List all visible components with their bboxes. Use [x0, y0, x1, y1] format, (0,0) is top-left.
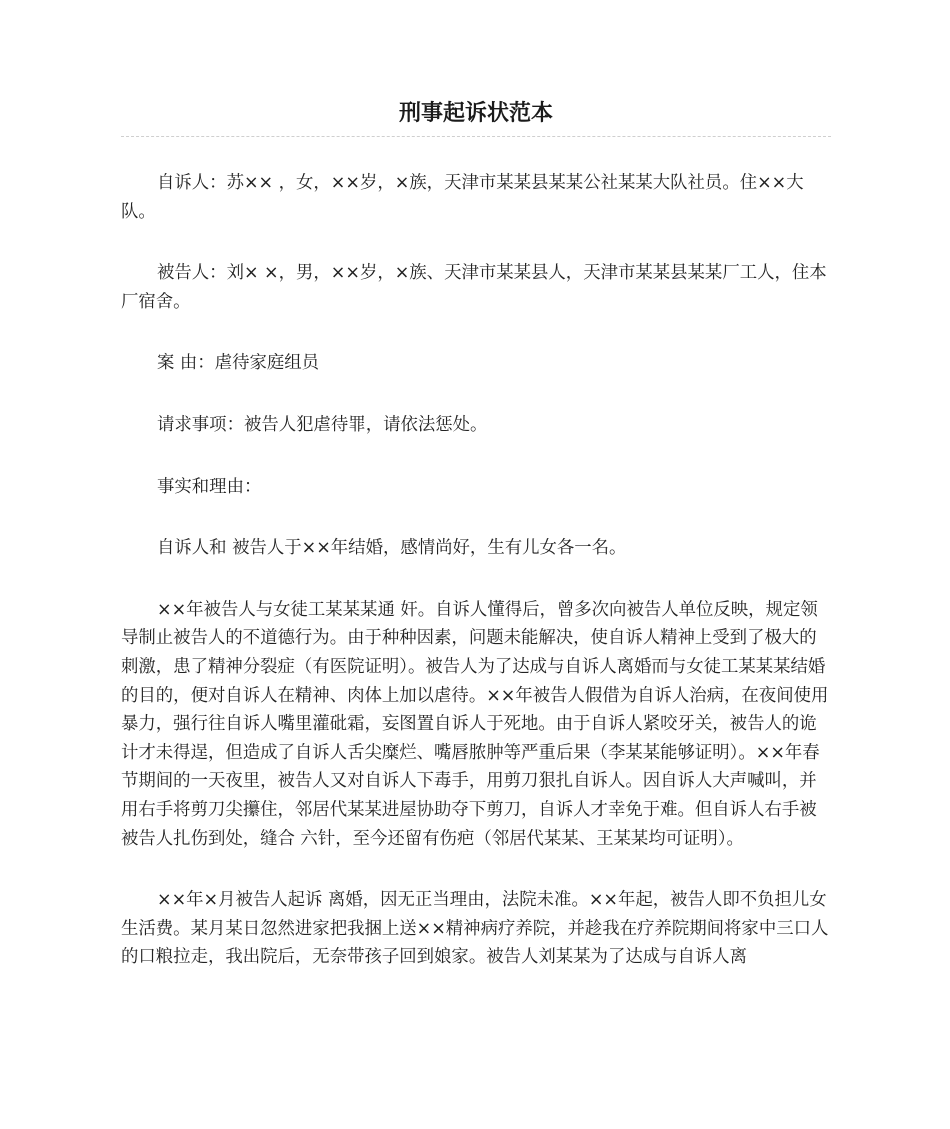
document-page: [121, 96, 831, 1005]
facts-paragraph: 自诉人和 被告人于××年结婚，感情尚好，生有儿女各一名。: [157, 538, 627, 559]
facts-paragraph: ××年×月被告人起诉 离婚，因无正当理由，法院未准。××年起，被告人即不负担儿女生活费。某月某日忽然进家把我捆上送××精神病疗养院，并趁我在疗养院期间将家中三口人的口粮拉走，我出院后，无奈带孩子回到娘家。被告人刘某某为了达成与自诉人离: [121, 890, 829, 968]
document-title: 刑事起诉状范本: [398, 101, 553, 126]
title-divider: [121, 136, 831, 137]
case-cause: 案 由：虐待家庭组员: [157, 353, 320, 374]
plaintiff-info: 自诉人：苏×× ，女，××岁，×族，天津市某某县某某公社某某大队社员。住××大队。: [121, 173, 804, 222]
defendant-info: 被告人：刘× ×，男，××岁，×族、天津市某某县人，天津市某某县某某厂工人，住本厂宿舍。: [121, 263, 827, 312]
request-items: 请求事项：被告人犯虐待罪，请依法惩处。: [157, 414, 488, 435]
facts-paragraph: ××年被告人与女徒工某某某通 奸。自诉人懂得后，曾多次向被告人单位反映，规定领导制止被告人的不道德行为。由于种种因素，问题未能解决，使自诉人精神上受到了极大的刺激，患了精神分裂症（有医院证明）。被告人为了达成与自诉人离婚而与女徒工某某某结婚的目的，便对自诉人在精神、肉体上加以虐待。××年被告人假借为自诉人治病，在夜间使用暴力，强行往自诉人嘴里灌砒霜，妄图置自诉人于死地。由于自诉人紧咬牙关，被告人的诡计才未得逞，但造成了自诉人舌尖糜烂、嘴唇脓肿等严重后果（李某某能够证明）。××年春节期间的一天夜里，被告人又对自诉人下毒手，用剪刀狠扎自诉人。因自诉人大声喊叫，并用右手将剪刀尖攥住，邻居代某某进屋协助夺下剪刀，自诉人才幸免于难。但自诉人右手被被告人扎伤到处，缝合 六针，至今还留有伤疤（邻居代某某、王某某均可证明）。: [121, 599, 829, 849]
facts-heading: 事实和理由：: [157, 476, 262, 497]
